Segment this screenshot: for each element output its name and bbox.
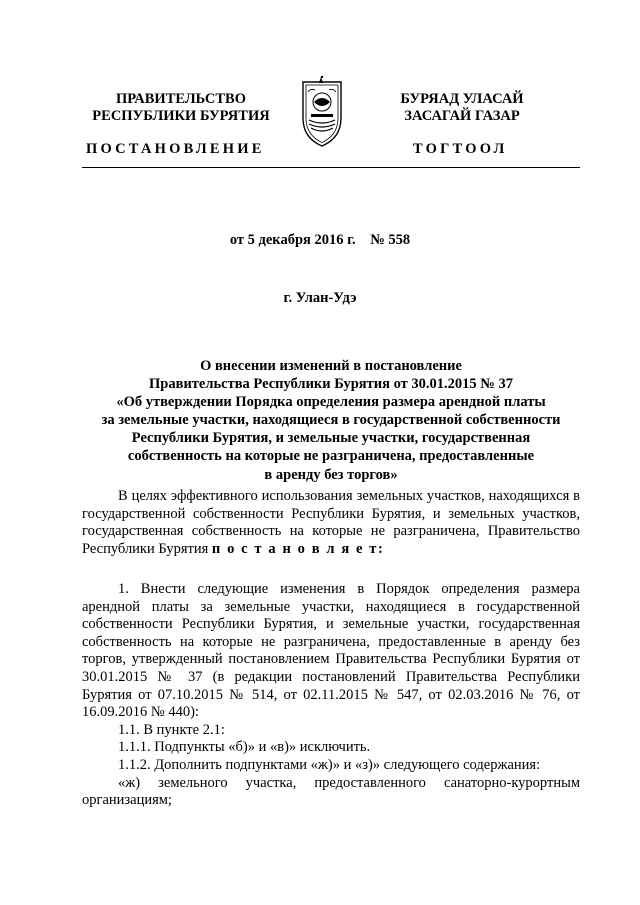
- document-date: от 5 декабря 2016 г.: [229, 232, 356, 248]
- paragraph-1: 1. Внести следующие изменения в Порядок определения размера арендной платы за земельные участки, находящиеся в государственной собственности Республики Бурятия, и земельные участки, государственная собственность на которые не разграничена, предоставленные в аренду без торгов, утвержденный постановлением Правительства Республики Бурятия от 30.01.2015 № 37 (в редакции постановлений Правительства Республики Бурятия от 07.10.2015 № 514, от 02.11.2015 № 547, от 02.03.2016 № 76, от 16.09.2016 № 440):: [82, 581, 580, 721]
- title-line: собственность на которые не разграничена, предоставленные: [127, 448, 535, 465]
- coat-of-arms-of-buryatia-icon: [297, 74, 347, 148]
- preamble-text: В целях эффективного использования земельных участков, находящихся в государственной собственности Республики Бурятия, и земельных участков, государственная собственность на которые не разграничена, Правительство Республики Бурятия: [82, 488, 580, 557]
- date-line: [0, 232, 640, 249]
- document-title: [82, 357, 580, 484]
- header-left-line1: ПРАВИТЕЛЬСТВО: [116, 91, 246, 107]
- preamble-paragraph: [82, 488, 580, 558]
- header-left-authority: [92, 91, 270, 125]
- city: г. Улан-Удэ: [283, 290, 357, 306]
- decree-word: п о с т а н о в л я е т:: [211, 540, 385, 557]
- title-line: Правительства Республики Бурятия от 30.01.2015 № 37: [149, 376, 513, 393]
- title-line: «Об утверждении Порядка определения размера арендной платы: [116, 394, 546, 411]
- header-left-line2: РЕСПУБЛИКИ БУРЯТИЯ: [92, 108, 270, 124]
- doc-type-buryat: ТОГТООЛ: [413, 141, 508, 157]
- title-line: О внесении изменений в постановление: [200, 358, 462, 374]
- header-right-line2: ЗАСАГАЙ ГАЗАР: [404, 108, 520, 124]
- paragraph-1-1: 1.1. В пункте 2.1:: [118, 721, 225, 738]
- header-right-line1: БУРЯАД УЛАСАЙ: [400, 91, 524, 107]
- title-line: Республики Бурятия, и земельные участки, государственная: [131, 430, 531, 447]
- document-number: № 558: [370, 232, 411, 248]
- paragraph-1-1-1: 1.1.1. Подпункты «б)» и «в)» исключить.: [118, 739, 371, 756]
- decree-body: [82, 581, 580, 810]
- doc-type-russian: ПОСТАНОВЛЕНИЕ: [86, 141, 265, 157]
- paragraph-1-1-2: 1.1.2. Дополнить подпунктами «ж)» и «з)» следующего содержания:: [118, 756, 541, 773]
- subparagraph-zh: «ж) земельного участка, предоставленного санаторно-курортным организациям;: [82, 774, 580, 809]
- header-divider: [82, 167, 580, 168]
- title-line: за земельные участки, находящиеся в государственной собственности: [101, 412, 561, 429]
- header-right-authority: [376, 91, 548, 125]
- preamble: [82, 488, 580, 558]
- title-line: в аренду без торгов»: [264, 466, 398, 483]
